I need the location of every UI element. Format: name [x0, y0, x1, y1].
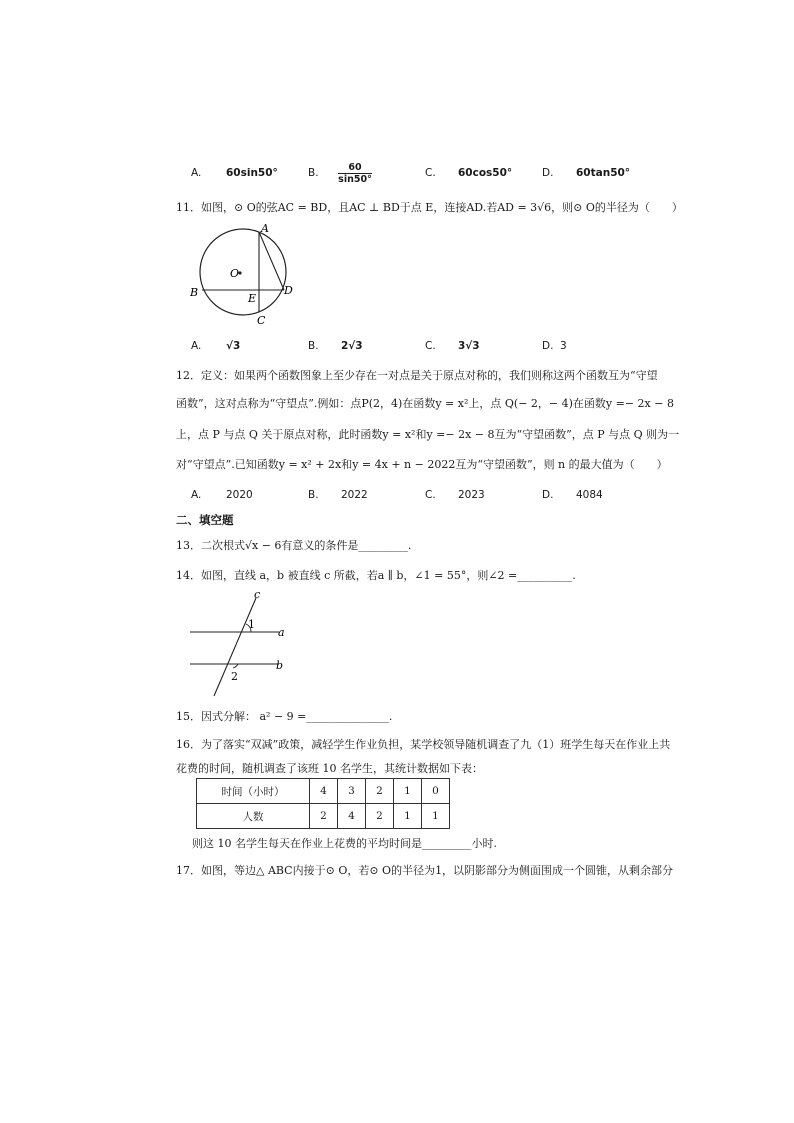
q12-option-b-letter: B. [308, 489, 319, 501]
q14-label-1: 1 [248, 618, 255, 631]
q14-label-2: 2 [231, 670, 238, 683]
q14-question: 14．如图，直线 a，b 被直线 c 所截，若a ∥ b，∠1 = 55°，则∠2 =__________. [176, 569, 576, 582]
q10-option-b-letter: B. [308, 167, 319, 179]
q11-option-a-letter: A. [191, 340, 202, 352]
q14-label-c: c [254, 588, 261, 601]
table-cell: 1 [422, 804, 450, 829]
q14-label-a: a [278, 626, 285, 639]
q11-option-b-value: 2√3 [341, 340, 363, 352]
q12-option-c-value: 2023 [458, 489, 485, 501]
q11-option-c-value: 3√3 [458, 340, 480, 352]
q11-option-c-letter: C. [425, 340, 436, 352]
table-cell: 1 [394, 804, 422, 829]
table-cell: 4 [310, 779, 338, 804]
q11-option-d-value: 3 [560, 340, 567, 352]
q15-question: 15．因式分解： a² − 9 =_______________. [176, 710, 393, 723]
q10-option-c-value: 60cos50° [458, 167, 513, 179]
q16-question-after-table: 则这 10 名学生每天在作业上花费的平均时间是_________小时. [192, 837, 497, 850]
q12-option-a-letter: A. [191, 489, 202, 501]
q11-label-o: O [230, 267, 240, 280]
q11-label-d: D [284, 284, 293, 297]
q10-option-b-fraction [338, 162, 372, 185]
q16-data-table [196, 778, 450, 829]
q12-line-1: 12．定义：如果两个函数图象上至少存在一对点是关于原点对称的，我们则称这两个函数互为“守望 [176, 369, 658, 382]
q14-parallel-lines-figure [186, 588, 296, 700]
q10-option-d-value: 60tan50° [576, 167, 631, 179]
table-row [197, 804, 450, 829]
q12-option-d-letter: D. [542, 489, 554, 501]
q11-label-e: E [248, 292, 257, 305]
q11-option-b-letter: B. [308, 340, 319, 352]
q12-option-b-value: 2022 [341, 489, 368, 501]
q12-line-3: 上，点 P 与点 Q 关于原点对称，此时函数y = x²和y =− 2x − 8互为“守望函数”，点 P 与点 Q 则为一 [176, 428, 680, 441]
q10-option-a-value: 60sin50° [226, 167, 278, 179]
section-title: 二、填空题 [176, 513, 234, 527]
q14-angle-2-arc [233, 664, 238, 668]
table-cell: 2 [310, 804, 338, 829]
q10-option-c-letter: C. [425, 167, 436, 179]
table-row [197, 779, 450, 804]
q12-option-a-value: 2020 [226, 489, 253, 501]
q10-option-d-letter: D. [542, 167, 554, 179]
q10-option-a-letter: A. [191, 167, 202, 179]
q14-label-b: b [276, 659, 284, 672]
q16-line-2: 花费的时间，随机调查了该班 10 名学生，其统计数据如下表： [176, 762, 483, 775]
q12-option-d-value: 4084 [576, 489, 603, 501]
q12-option-c-letter: C. [425, 489, 436, 501]
q11-circle-figure [186, 220, 306, 330]
table-cell: 3 [338, 779, 366, 804]
q12-line-2: 函数”，这对点称为“守望点”.例如：点P(2，4)在函数y = x²上，点 Q(− 2，− 4)在函数y =− 2x − 8 [176, 397, 674, 410]
q11-option-d-letter: D. [542, 340, 554, 352]
q11-label-b: B [190, 286, 199, 299]
table-cell: 0 [422, 779, 450, 804]
q11-label-a: A [261, 222, 269, 235]
q12-line-4: 对“守望点”.已知函数y = x² + 2x和y = 4x + n − 2022互为“守望函数”，则 n 的最大值为（ ） [176, 458, 668, 471]
table-cell: 4 [338, 804, 366, 829]
q13-question: 13．二次根式√x − 6有意义的条件是_________. [176, 539, 412, 552]
q11-segment-ad [259, 232, 284, 290]
q11-label-c: C [257, 314, 266, 327]
q11-question: 11．如图，⊙ O的弦AC = BD，且AC ⊥ BD于点 E，连接AD.若AD = 3√6，则⊙ O的半径为（ ） [176, 201, 683, 214]
q17-question: 17．如图，等边△ ABC内接于⊙ O，若⊙ O的半径为1，以阴影部分为侧面围成一个圆锥，从剩余部分 [176, 864, 674, 877]
table-cell: 2 [366, 779, 394, 804]
q10-option-b-denominator: sin50° [338, 174, 372, 185]
table-row-header: 时间（小时） [197, 779, 310, 804]
q10-option-b-numerator: 60 [338, 162, 372, 174]
q16-line-1: 16．为了落实“双减”政策，减轻学生作业负担，某学校领导随机调查了九（1）班学生每天在作业上共 [176, 738, 671, 751]
q11-circle [200, 229, 286, 315]
q11-option-a-value: √3 [226, 340, 241, 352]
table-cell: 1 [394, 779, 422, 804]
table-cell: 2 [366, 804, 394, 829]
table-row-header: 人数 [197, 804, 310, 829]
